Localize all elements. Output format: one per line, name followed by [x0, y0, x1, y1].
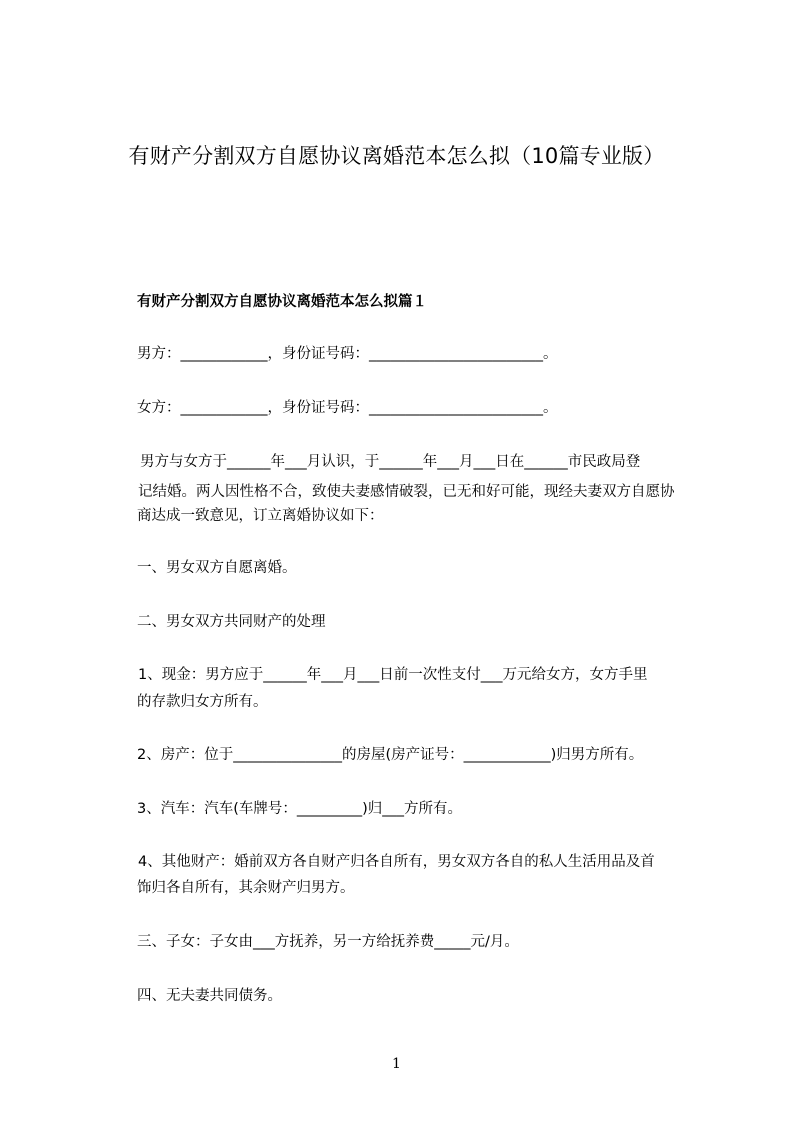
intro-line-1: 男方与女方于______年___月认识，于______年___月___日在______市民政局登	[140, 454, 641, 470]
intro-line-3: 商达成一致意见，订立离婚协议如下：	[137, 508, 384, 524]
woman-info-line: 女方：____________，身份证号码：________________________。	[137, 400, 558, 416]
intro-line-2: 记结婚。两人因性格不合，致使夫妻感情破裂，已无和好可能，现经夫妻双方自愿协	[138, 484, 675, 500]
clause-3: 三、子女：子女由___方抚养，另一方给抚养费_____元/月。	[137, 934, 519, 950]
clause-2: 二、男女双方共同财产的处理	[137, 614, 326, 630]
clause-1: 一、男女双方自愿离婚。	[137, 560, 297, 576]
house-line: 2、房产：位于_______________的房屋(房产证号：____________)归男方所有。	[137, 747, 644, 763]
page-number: 1	[392, 1056, 401, 1072]
other-property-line-1: 4、其他财产：婚前双方各自财产归各自所有，男女双方各自的私人生活用品及首	[138, 854, 655, 870]
car-line: 3、汽车：汽车(车牌号：_________)归___方所有。	[137, 801, 463, 817]
cash-line-1: 1、现金：男方应于______年___月___日前一次性支付___万元给女方，女方手里	[138, 667, 648, 683]
other-property-line-2: 饰归各自所有，其余财产归男方。	[137, 880, 355, 896]
document-title: 有财产分割双方自愿协议离婚范本怎么拟（10篇专业版）	[128, 144, 665, 168]
clause-4: 四、无夫妻共同债务。	[137, 988, 282, 1004]
cash-line-2: 的存款归女方所有。	[137, 694, 268, 710]
section-heading: 有财产分割双方自愿协议离婚范本怎么拟篇１	[137, 294, 427, 310]
man-info-line: 男方：____________，身份证号码：________________________。	[137, 346, 558, 362]
